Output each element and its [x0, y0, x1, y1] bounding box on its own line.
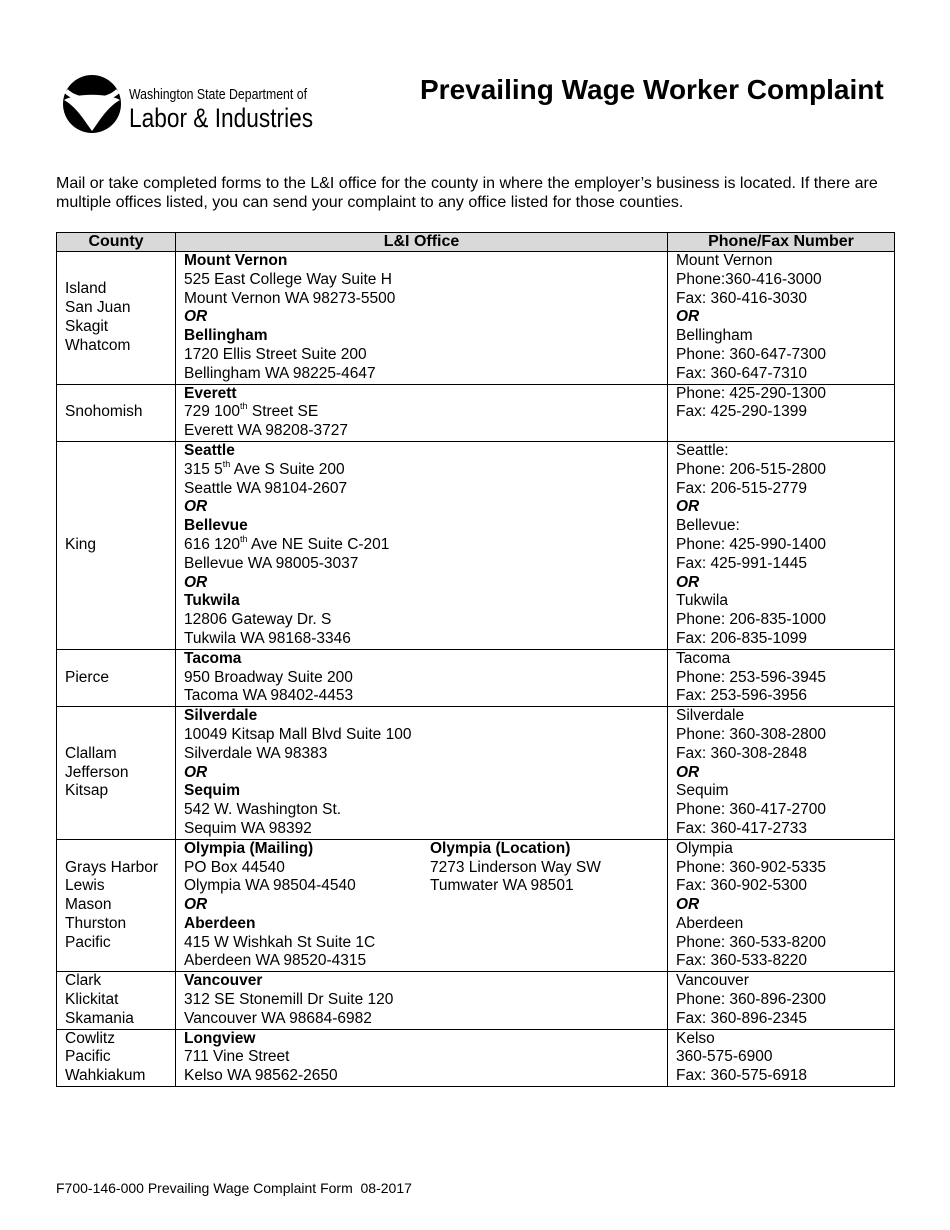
office-text: Bellingham WA 98225-4647	[184, 364, 376, 382]
office-text-suffix: Ave S Suite 200	[230, 460, 345, 478]
office-superscript: th	[222, 458, 231, 469]
county-name: Klickitat	[65, 991, 119, 1009]
county-name: San Juan	[65, 298, 131, 316]
county-name: Pierce	[65, 668, 109, 686]
office-line	[184, 517, 659, 536]
county-name: Island	[65, 280, 107, 298]
phone-text: Seattle:	[676, 441, 729, 459]
phone-line	[676, 308, 886, 327]
phone-text: Phone: 206-515-2800	[676, 460, 826, 478]
office-text: Aberdeen WA 98520-4315	[184, 952, 367, 970]
phone-line	[676, 972, 886, 991]
office-line	[430, 859, 601, 878]
phone-text: Silverdale	[676, 707, 745, 725]
phone-text: 360-575-6900	[676, 1048, 773, 1066]
phone-text: Phone: 425-990-1400	[676, 535, 826, 553]
office-line	[184, 422, 659, 441]
office-text: 10049 Kitsap Mall Blvd Suite 100	[184, 725, 412, 743]
office-text: OR	[184, 763, 208, 781]
agency-logo	[62, 73, 332, 139]
phone-line	[676, 840, 886, 859]
county-name: Skamania	[65, 1009, 134, 1027]
phone-text: Fax: 253-596-3956	[676, 687, 807, 705]
phone-line	[676, 630, 886, 649]
office-text: 525 East College Way Suite H	[184, 270, 392, 288]
phone-line	[676, 555, 886, 574]
office-text: Olympia WA 98504-4540	[184, 877, 356, 895]
phone-text: Fax: 360-533-8220	[676, 952, 807, 970]
phone-text: Bellevue:	[676, 517, 740, 535]
office-text: 12806 Gateway Dr. S	[184, 611, 332, 629]
table-row	[57, 972, 895, 1029]
phone-line	[676, 669, 886, 688]
county-cell	[57, 441, 176, 649]
office-line	[184, 991, 659, 1010]
phone-line	[676, 991, 886, 1010]
phone-line	[676, 290, 886, 309]
office-text: Everett WA 98208-3727	[184, 422, 348, 440]
logo-mark-icon	[62, 73, 124, 135]
phone-line	[676, 801, 886, 820]
office-text: 415 W Wishkah St Suite 1C	[184, 933, 376, 951]
phone-text: Fax: 206-515-2779	[676, 479, 807, 497]
office-line	[184, 896, 430, 915]
phone-text: Phone: 360-647-7300	[676, 345, 826, 363]
page-title: Prevailing Wage Worker Complaint	[420, 74, 884, 105]
office-cell	[176, 384, 668, 441]
office-text: 616 120	[184, 535, 241, 553]
county-name: Cowlitz	[65, 1029, 115, 1047]
phone-line	[676, 707, 886, 726]
county-name: Jefferson	[65, 763, 129, 781]
office-line	[184, 498, 659, 517]
phone-text: OR	[676, 573, 700, 591]
office-line	[184, 669, 659, 688]
office-text: Everett	[184, 384, 237, 402]
table-row	[57, 252, 895, 385]
office-line	[184, 650, 659, 669]
phone-text: Fax: 360-647-7310	[676, 364, 807, 382]
office-line	[184, 877, 430, 896]
office-text: 1720 Ellis Street Suite 200	[184, 345, 367, 363]
office-text: Vancouver	[184, 972, 263, 990]
phone-line	[676, 252, 886, 271]
phone-cell	[668, 384, 895, 441]
office-line	[184, 764, 659, 783]
office-line	[184, 820, 659, 839]
phone-line	[676, 782, 886, 801]
county-cell	[57, 1029, 176, 1086]
phone-text: Mount Vernon	[676, 252, 773, 269]
column-header-office: L&I Office	[176, 233, 668, 252]
office-text-suffix: Street SE	[247, 403, 319, 421]
table-header-row	[57, 233, 895, 252]
office-cell	[176, 972, 668, 1029]
phone-text: Sequim	[676, 782, 729, 800]
phone-line	[676, 480, 886, 499]
phone-text: Fax: 425-991-1445	[676, 554, 807, 572]
office-text: OR	[184, 896, 208, 914]
phone-line	[676, 271, 886, 290]
county-cell	[57, 972, 176, 1029]
phone-line	[676, 517, 886, 536]
county-name: Mason	[65, 896, 112, 914]
office-line	[184, 934, 430, 953]
phone-cell	[668, 441, 895, 649]
phone-text: OR	[676, 896, 700, 914]
office-cell	[176, 649, 668, 706]
phone-text: OR	[676, 763, 700, 781]
office-address-primary	[184, 840, 430, 972]
phone-text: Olympia	[676, 839, 733, 857]
phone-text: Fax: 360-308-2848	[676, 744, 807, 762]
column-header-phone: Phone/Fax Number	[668, 233, 895, 252]
phone-line	[676, 327, 886, 346]
county-cell	[57, 839, 176, 972]
office-superscript: th	[240, 401, 248, 412]
office-line	[184, 574, 659, 593]
office-line	[184, 726, 659, 745]
county-name: Thurston	[65, 914, 127, 932]
office-text: OR	[184, 498, 208, 516]
county-name: Lewis	[65, 877, 105, 895]
office-line	[184, 915, 430, 934]
office-line	[184, 271, 659, 290]
phone-text: Phone: 360-417-2700	[676, 801, 826, 819]
phone-line	[676, 687, 886, 706]
office-text: Vancouver WA 98684-6982	[184, 1009, 372, 1027]
office-cell	[176, 707, 668, 840]
phone-line	[676, 952, 886, 971]
office-line	[184, 290, 659, 309]
office-line	[184, 308, 659, 327]
table-row	[57, 839, 895, 972]
office-line	[184, 1048, 659, 1067]
phone-line	[676, 403, 886, 422]
office-text: 312 SE Stonemill Dr Suite 120	[184, 991, 394, 1009]
phone-text: Phone: 360-896-2300	[676, 991, 826, 1009]
phone-line	[676, 365, 886, 384]
county-cell	[57, 707, 176, 840]
office-line	[184, 1010, 659, 1029]
office-table	[56, 232, 895, 1087]
phone-text: Phone: 253-596-3945	[676, 668, 826, 686]
phone-text: Fax: 360-417-2733	[676, 819, 807, 837]
office-text: Mount Vernon WA 98273-5500	[184, 289, 396, 307]
county-name: Skagit	[65, 317, 109, 335]
phone-line	[676, 726, 886, 745]
county-name: Wahkiakum	[65, 1067, 146, 1085]
office-line	[184, 1067, 659, 1086]
office-line	[184, 327, 659, 346]
phone-cell	[668, 252, 895, 385]
office-text: Aberdeen	[184, 914, 256, 932]
county-name: Grays Harbor	[65, 858, 159, 876]
office-superscript: th	[240, 533, 248, 544]
phone-text: Bellingham	[676, 327, 753, 345]
office-text: Bellingham	[184, 327, 268, 345]
phone-line	[676, 820, 886, 839]
office-text: Tumwater WA 98501	[430, 877, 574, 895]
phone-text: Phone: 360-533-8200	[676, 933, 826, 951]
phone-text: Phone:360-416-3000	[676, 270, 822, 288]
logo-text-line2: Labor & Industries	[129, 103, 314, 133]
phone-line	[676, 536, 886, 555]
office-line	[184, 458, 659, 480]
office-line	[184, 555, 659, 574]
office-text: Bellevue	[184, 517, 248, 535]
office-line	[184, 859, 430, 878]
phone-line	[676, 859, 886, 878]
county-name: Whatcom	[65, 336, 131, 354]
table-row	[57, 707, 895, 840]
office-line	[184, 801, 659, 820]
office-text: 315 5	[184, 460, 223, 478]
phone-cell	[668, 839, 895, 972]
county-name: Clallam	[65, 744, 117, 762]
phone-text: Fax: 206-835-1099	[676, 629, 807, 647]
phone-line	[676, 611, 886, 630]
office-text: 542 W. Washington St.	[184, 801, 342, 819]
phone-line	[676, 574, 886, 593]
table-row	[57, 384, 895, 441]
office-cell	[176, 252, 668, 385]
office-text: Tacoma	[184, 649, 242, 667]
office-line	[184, 385, 659, 404]
county-name: Clark	[65, 972, 102, 990]
county-name: Pacific	[65, 933, 111, 951]
office-text: Sequim	[184, 782, 240, 800]
office-text: 711 Vine Street	[184, 1048, 290, 1066]
county-cell	[57, 384, 176, 441]
phone-cell	[668, 707, 895, 840]
office-text: Bellevue WA 98005-3037	[184, 554, 359, 572]
phone-text: Phone: 206-835-1000	[676, 611, 826, 629]
office-line	[184, 252, 659, 271]
office-cell	[176, 839, 668, 972]
office-text-suffix: Ave NE Suite C-201	[247, 535, 390, 553]
phone-line	[676, 442, 886, 461]
phone-text: Vancouver	[676, 972, 749, 990]
table-row	[57, 649, 895, 706]
office-line	[184, 782, 659, 801]
office-address-secondary	[430, 840, 601, 972]
office-text: 729 100	[184, 403, 241, 421]
form-footer: F700-146-000 Prevailing Wage Complaint Form 08-2017	[56, 1180, 412, 1196]
phone-line	[676, 915, 886, 934]
phone-cell	[668, 972, 895, 1029]
office-text: PO Box 44540	[184, 858, 285, 876]
phone-text: Fax: 425-290-1399	[676, 403, 807, 421]
office-line	[184, 480, 659, 499]
office-line	[184, 745, 659, 764]
office-text: Tukwila WA 98168-3346	[184, 629, 351, 647]
table-body	[57, 252, 895, 1087]
phone-text: OR	[676, 498, 700, 516]
office-text: Olympia (Mailing)	[184, 839, 314, 857]
phone-line	[676, 346, 886, 365]
phone-text: Fax: 360-575-6918	[676, 1067, 807, 1085]
phone-text: Phone: 360-902-5335	[676, 858, 826, 876]
office-line	[184, 442, 659, 461]
office-line	[184, 611, 659, 630]
column-header-county: County	[57, 233, 176, 252]
phone-cell	[668, 1029, 895, 1086]
office-text: Mount Vernon	[184, 252, 288, 269]
county-name: Pacific	[65, 1048, 111, 1066]
office-text: Tukwila	[184, 592, 240, 610]
county-cell	[57, 649, 176, 706]
phone-line	[676, 1067, 886, 1086]
phone-text: Phone: 425-290-1300	[676, 384, 826, 402]
phone-line	[676, 934, 886, 953]
county-name: King	[65, 535, 97, 553]
office-line	[184, 365, 659, 384]
office-cell	[176, 1029, 668, 1086]
phone-text: Tacoma	[676, 649, 731, 667]
phone-line	[676, 461, 886, 480]
office-line	[184, 972, 659, 991]
phone-text: Fax: 360-896-2345	[676, 1009, 807, 1027]
office-line	[184, 592, 659, 611]
phone-line	[676, 498, 886, 517]
phone-text: Tukwila	[676, 592, 728, 610]
office-text: 950 Broadway Suite 200	[184, 668, 353, 686]
phone-line	[676, 1010, 886, 1029]
office-line	[184, 1030, 659, 1049]
phone-text: Kelso	[676, 1029, 715, 1047]
office-line	[430, 840, 601, 859]
office-text: Tacoma WA 98402-4453	[184, 687, 354, 705]
phone-cell	[668, 649, 895, 706]
office-line	[184, 403, 659, 422]
office-text: 7273 Linderson Way SW	[430, 858, 601, 876]
office-line	[184, 952, 430, 971]
table-row	[57, 1029, 895, 1086]
office-line	[184, 687, 659, 706]
office-text: Silverdale WA 98383	[184, 744, 328, 762]
office-cell	[176, 441, 668, 649]
phone-line	[676, 877, 886, 896]
phone-text: Fax: 360-902-5300	[676, 877, 807, 895]
phone-text: Aberdeen	[676, 914, 744, 932]
office-text: Seattle	[184, 441, 235, 459]
phone-text: Fax: 360-416-3030	[676, 289, 807, 307]
county-name: Kitsap	[65, 782, 109, 800]
phone-line	[676, 385, 886, 404]
office-text: Longview	[184, 1029, 256, 1047]
office-text: Kelso WA 98562-2650	[184, 1067, 338, 1085]
office-line	[184, 346, 659, 365]
phone-line	[676, 1030, 886, 1049]
phone-text: Phone: 360-308-2800	[676, 725, 826, 743]
office-line	[184, 533, 659, 555]
intro-paragraph: Mail or take completed forms to the L&I office for the county in where the employer’s business is located. If there are multiple offices listed, you can send your complaint to any office listed for those counties.	[56, 175, 878, 211]
phone-line	[676, 650, 886, 669]
phone-line	[676, 745, 886, 764]
office-text: Olympia (Location)	[430, 839, 571, 857]
office-line	[184, 707, 659, 726]
office-text: OR	[184, 308, 208, 326]
phone-line	[676, 592, 886, 611]
phone-line	[676, 764, 886, 783]
county-cell	[57, 252, 176, 385]
logo-text-line1: Washington State Department of	[129, 86, 307, 103]
county-name: Snohomish	[65, 403, 143, 421]
phone-text: OR	[676, 308, 700, 326]
table-row	[57, 441, 895, 649]
office-text: Seattle WA 98104-2607	[184, 479, 348, 497]
office-text: Sequim WA 98392	[184, 819, 312, 837]
office-line	[184, 840, 430, 859]
office-text: Silverdale	[184, 707, 258, 725]
phone-line	[676, 896, 886, 915]
office-line	[184, 630, 659, 649]
office-text: OR	[184, 573, 208, 591]
phone-line	[676, 1048, 886, 1067]
office-line	[430, 877, 601, 896]
